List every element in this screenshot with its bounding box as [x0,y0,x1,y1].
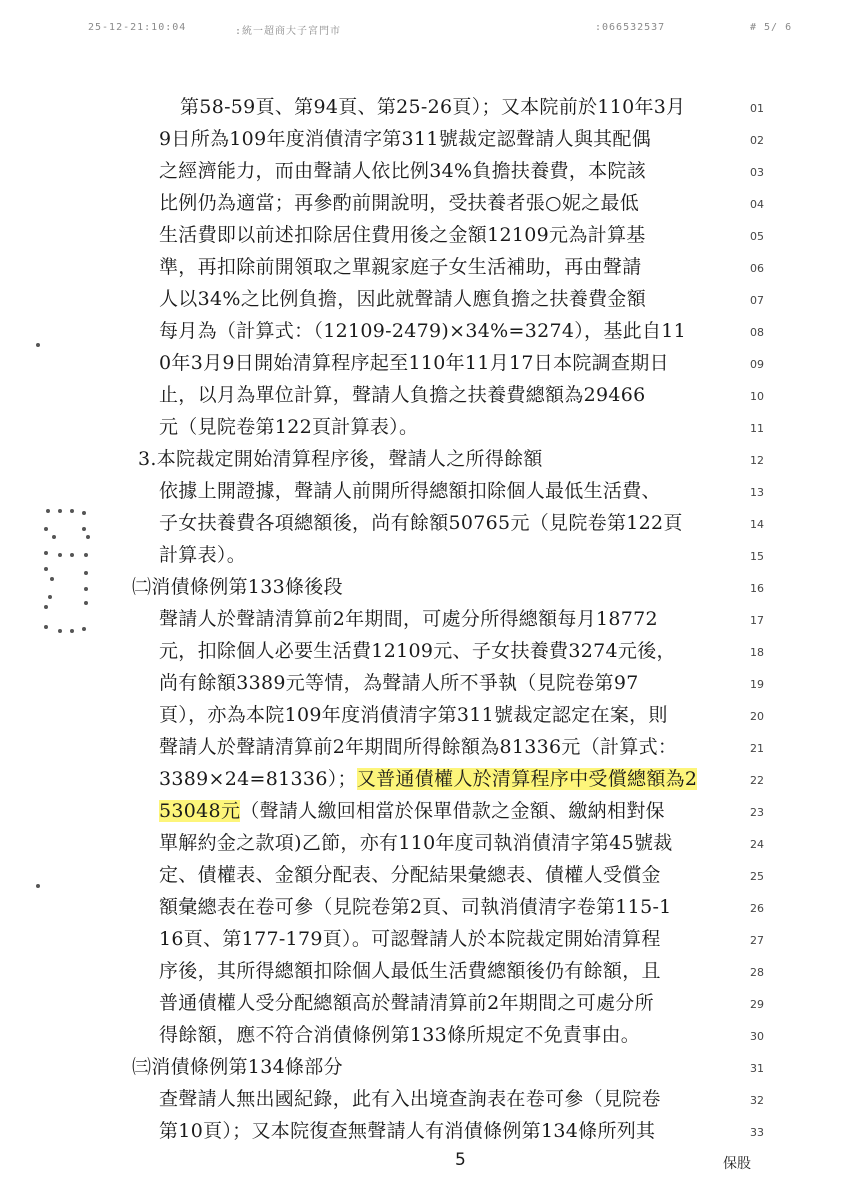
line-text: 頁），亦為本院109年度消債清字第311號裁定認定在案，則 [159,704,668,726]
line-number: 29 [750,998,764,1011]
line-text: 止，以月為單位計算，聲請人負擔之扶養費總額為29466 [159,384,646,406]
line-number: 33 [750,1126,764,1139]
line-number: 01 [750,102,764,115]
line-number: 16 [750,582,764,595]
document-line [0,1083,848,1115]
line-text: 準，再扣除前開領取之單親家庭子女生活補助，再由聲請 [159,256,642,278]
line-text-plain: （聲請人繳回相當於保單借款之金額、繳納相對保 [240,800,665,822]
document-line [0,763,848,795]
document-line [0,379,848,411]
line-text: 聲請人於聲請清算前2年期間，可處分所得總額每月18772 [159,608,658,630]
line-number: 32 [750,1094,764,1107]
footer-unit: 保股 [723,1156,751,1172]
document-line [0,91,848,123]
section-heading: 3.本院裁定開始清算程序後，聲請人之所得餘額 [138,448,543,470]
line-number: 12 [750,454,764,467]
document-line [0,123,848,155]
line-text [159,795,665,827]
document-line [0,859,848,891]
line-text: 第10頁）；又本院復查無聲請人有消債條例第134條所列其 [159,1120,656,1142]
section-heading: ㈡消債條例第133條後段 [132,576,343,598]
line-text: 9日所為109年度消債清字第311號裁定認聲請人與其配偶 [159,128,652,150]
document-line [0,891,848,923]
line-number: 27 [750,934,764,947]
line-text: 元（見院卷第122頁計算表）。 [159,416,419,438]
document-line [0,1019,848,1051]
line-number: 11 [750,422,764,435]
document-line [0,571,848,603]
line-number: 09 [750,358,764,371]
document-line [0,443,848,475]
document-line [0,955,848,987]
fax-timestamp: 25-12-21:10:04 [88,22,187,33]
document-line [0,539,848,571]
line-text: 定、債權表、金額分配表、分配結果彙總表、債權人受償金 [159,864,661,886]
line-text: 額彙總表在卷可參（見院卷第2頁、司執消債清字卷第115-1 [159,896,672,918]
document-line [0,827,848,859]
line-text: 查聲請人無出國紀錄，此有入出境查詢表在卷可參（見院卷 [159,1088,661,1110]
document-line [0,315,848,347]
line-text: 依據上開證據，聲請人前開所得總額扣除個人最低生活費、 [159,480,661,502]
line-text: 每月為（計算式：（12109-2479)×34%=3274），基此自11 [159,320,687,342]
line-text: 單解約金之款項)乙節，亦有110年度司執消債清字第45號裁 [159,832,673,854]
document-line [0,155,848,187]
document-line [0,1051,848,1083]
line-number: 28 [750,966,764,979]
document-line [0,731,848,763]
line-number: 25 [750,870,764,883]
line-number: 03 [750,166,764,179]
line-text: 0年3月9日開始清算程序起至110年11月17日本院調查期日 [159,352,669,374]
line-number: 18 [750,646,764,659]
line-number: 07 [750,294,764,307]
line-text: 生活費即以前述扣除居住費用後之金額12109元為計算基 [159,224,646,246]
line-text: 元，扣除個人必要生活費12109元、子女扶養費3274元後， [159,640,676,662]
document-line [0,475,848,507]
line-number: 15 [750,550,764,563]
line-number: 04 [750,198,764,211]
line-text: 人以34%之比例負擔，因此就聲請人應負擔之扶養費金額 [159,288,647,310]
line-text: 普通債權人受分配總額高於聲請清算前2年期間之可處分所 [159,992,654,1014]
line-number: 13 [750,486,764,499]
line-text: 尚有餘額3389元等情，為聲請人所不爭執（見院卷第97 [159,672,639,694]
line-text: 計算表）。 [159,544,247,566]
page-number: 5 [455,1150,466,1170]
line-text: 16頁、第177-179頁）。可認聲請人於本院裁定開始清算程 [159,928,661,950]
document-line [0,347,848,379]
line-number: 26 [750,902,764,915]
line-text-plain: 3389×24=81336）； [159,768,357,790]
document-line [0,507,848,539]
fax-page-indicator: # 5/ 6 [750,22,793,33]
document-line [0,283,848,315]
highlighted-text: 又普通債權人於清算程序中受償總額為2 [356,768,698,790]
document-line [0,251,848,283]
fax-sender: :統一超商大子宮門市 [235,26,342,37]
document-line [0,187,848,219]
line-number: 14 [750,518,764,531]
line-number: 31 [750,1062,764,1075]
line-number: 21 [750,742,764,755]
line-text: 比例仍為適當；再參酌前開說明，受扶養者張○妮之最低 [159,192,640,214]
document-line [0,1115,848,1147]
line-number: 08 [750,326,764,339]
line-number: 22 [750,774,764,787]
document-line [0,667,848,699]
document-line [0,411,848,443]
document-line [0,923,848,955]
line-text: 之經濟能力，而由聲請人依比例34%負擔扶養費，本院該 [159,160,647,182]
line-text [159,763,697,795]
document-line [0,635,848,667]
line-number: 19 [750,678,764,691]
line-number: 17 [750,614,764,627]
line-number: 24 [750,838,764,851]
line-text: 序後，其所得總額扣除個人最低生活費總額後仍有餘額，且 [159,960,661,982]
line-number: 23 [750,806,764,819]
highlighted-text: 53048元 [159,800,241,822]
line-text: 得餘額，應不符合消債條例第133條所規定不免責事由。 [159,1024,641,1046]
line-number: 30 [750,1030,764,1043]
line-number: 10 [750,390,764,403]
line-number: 02 [750,134,764,147]
line-number: 05 [750,230,764,243]
line-text: 聲請人於聲請清算前2年期間所得餘額為81336元（計算式： [159,736,678,758]
section-heading: ㈢消債條例第134條部分 [132,1056,343,1078]
document-line [0,699,848,731]
fax-number: :066532537 [595,22,666,33]
line-number: 20 [750,710,764,723]
document-line [0,795,848,827]
line-text: 第58-59頁、第94頁、第25-26頁）；又本院前於110年3月 [180,96,686,118]
document-line [0,987,848,1019]
line-number: 06 [750,262,764,275]
line-text: 子女扶養費各項總額後，尚有餘額50765元（見院卷第122頁 [159,512,683,534]
document-line [0,219,848,251]
document-line [0,603,848,635]
